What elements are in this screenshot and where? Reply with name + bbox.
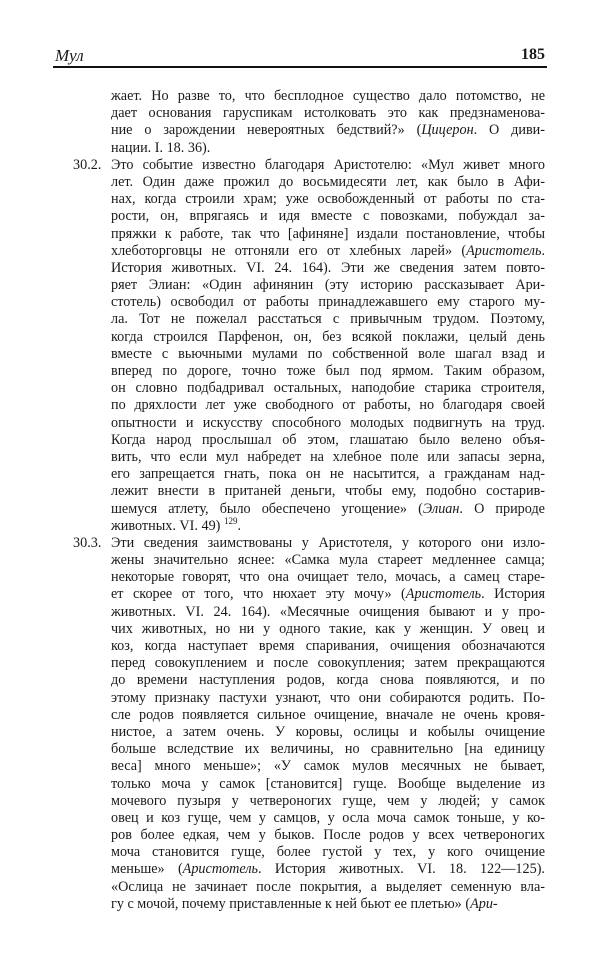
paragraph: [73, 156, 545, 535]
text-segment: жает. Но разве то, что бесплодное существо дало потомство, не: [111, 88, 545, 104]
text-segment: только моча у самок [становится] гуще. Вообще выделение из: [111, 775, 545, 792]
text-line: [111, 105, 545, 122]
text-line: [111, 793, 545, 810]
text-line: [111, 655, 545, 672]
text-segment: по дряхлости лет уже свободного от работы, но благодаря своей: [111, 397, 545, 414]
text-segment: лет. Один даже прожил до восьмидесяти лет, как было в Афи-: [111, 173, 545, 190]
text-segment: животных. VI. 49): [111, 517, 224, 534]
text-line: [73, 534, 545, 552]
text-line: [111, 329, 545, 346]
text-segment: вить, что если мул набредет на хлебное поле или запасы зерна,: [111, 448, 545, 465]
text-segment: хлеботорговцы не отгоняли его от хлебных ларей» (: [111, 242, 467, 259]
text-segment: История животных. VI. 24. 164). Эти же сведения затем повто-: [111, 259, 545, 276]
italic-citation: Аристотель: [182, 861, 258, 878]
text-segment: меньше» (: [111, 861, 183, 878]
italic-citation: Элиан: [422, 500, 460, 517]
text-line: [111, 88, 545, 105]
text-segment: . История: [481, 586, 545, 603]
text-segment: Это событие известно благодаря Аристотелю: «Мул живет много: [111, 156, 545, 173]
text-line: [111, 311, 545, 328]
text-segment: .: [541, 242, 545, 259]
paragraph: [73, 534, 545, 913]
text-segment: нах, когда строили храм; уже освобожденный от работы по ста-: [111, 191, 545, 208]
text-line: [111, 879, 545, 896]
text-segment: моча становится гуще, более густой у тех, у кого очищение: [111, 844, 545, 861]
page-number: 185: [521, 46, 545, 63]
text-line: [111, 690, 545, 707]
text-segment: веса] много меньше»; «У самок мулов месячных не бывает,: [111, 758, 545, 775]
text-segment: чих животных, но ни у одного такие, как у женщин. У овец и: [111, 620, 545, 637]
text-line: [111, 569, 545, 586]
italic-citation: Цицерон: [421, 122, 474, 139]
text-segment: сле родов появляется сильное очищение, вначале не очень кровя-: [111, 706, 545, 723]
text-line: [111, 294, 545, 311]
text-line: [111, 243, 545, 260]
text-segment: лежит внести в пританей деньги, чтобы ему, подобно состарив-: [111, 483, 545, 500]
text-line: [111, 515, 545, 535]
text-line: [111, 586, 545, 603]
text-line: [111, 741, 545, 758]
paragraph: [111, 88, 545, 157]
text-segment: гу с мочой, почему приставленные к ней бьют ее плетью» (: [111, 895, 471, 912]
text-line: [111, 174, 545, 191]
text-segment: .: [237, 517, 241, 534]
text-segment: рости, он, впрягаясь и идя вместе с повозками, побуждал за-: [111, 208, 545, 225]
text-segment: «Ослица не зачинает после покрытия, а выделяет семенную вла-: [111, 878, 545, 895]
text-segment: ет скорее от того, что нюхает эту мочу» (: [111, 586, 406, 603]
text-segment: дает основания гаруспикам истолковать это как предзнаменова-: [111, 105, 545, 122]
text-segment: больше вследствие их величины, но сравнительно [на единицу: [111, 741, 545, 758]
text-segment: жены значительно яснее: «Самка мула стареет медленнее самца;: [111, 552, 545, 569]
text-segment: вперед по дороге, точно тоже был под ярмом. Таким образом,: [111, 363, 545, 379]
text-line: [111, 621, 545, 638]
text-line: [111, 552, 545, 569]
text-segment: животных. VI. 24. 164). «Месячные очищения бывают и у про-: [111, 603, 545, 620]
text-line: [111, 397, 545, 414]
footnote-ref: 129: [223, 515, 238, 526]
text-segment: когда строился Парфенон, он, без всякой поклажи, целый день: [111, 328, 545, 345]
text-segment: Эти сведения заимствованы у Аристотеля, у которого они изло-: [111, 534, 545, 551]
text-line: [111, 277, 545, 294]
text-line: [73, 156, 545, 174]
section-number: 30.2.: [73, 156, 102, 173]
text-segment: коз, когда наступает время спаривания, очищения обозначаются: [111, 638, 545, 654]
text-segment: до времени наступления родов, когда снова появляются, и по: [111, 672, 545, 689]
text-line: [111, 226, 545, 243]
text-segment: некоторые говорят, что она очищает тело, мочась, а самец старе-: [111, 569, 545, 586]
text-segment: ние о зарождении невероятных бедствий?» (: [111, 122, 422, 139]
text-line: [111, 466, 545, 483]
text-line: [111, 432, 545, 449]
text-segment: вместе с вьючными мулами по собственной воле шагал взад и: [111, 345, 545, 362]
text-segment: пряжки к работе, так что [афиняне] издали постановление, чтобы: [111, 225, 545, 242]
text-segment: опытности и искусству способного молодых подвигнуть на труд.: [111, 414, 545, 431]
header-rule: [53, 66, 547, 68]
text-segment: . История животных. VI. 18. 122—125).: [258, 861, 545, 878]
text-line: [111, 724, 545, 741]
text-line: [111, 415, 545, 432]
text-line: [111, 346, 545, 363]
text-line: [111, 827, 545, 844]
section-number: 30.3.: [73, 534, 102, 551]
text-line: [111, 501, 545, 518]
text-line: [111, 208, 545, 225]
text-segment: его запрещается гнать, пока он не насытится, а гражданам над-: [111, 466, 545, 483]
italic-citation: Ари-: [470, 895, 498, 912]
text-segment: шемуся атлету, было обеспечено угощение» (: [111, 500, 423, 517]
text-line: [111, 707, 545, 724]
page-body: [73, 88, 545, 913]
text-segment: . О диви-: [473, 122, 545, 139]
text-line: [111, 604, 545, 621]
text-segment: ров более едкая, чем у быков. После родов у всех четвероногих: [111, 827, 545, 844]
text-line: [111, 260, 545, 277]
italic-citation: Аристотель: [405, 586, 482, 603]
text-line: [111, 483, 545, 500]
text-line: [111, 810, 545, 827]
text-line: [111, 672, 545, 689]
text-line: [111, 449, 545, 466]
text-segment: мочевого пузыря у четвероногих гуще, чем у людей; у самок: [111, 792, 545, 809]
text-segment: перед совокуплением и после совокупления; затем прекращаются: [111, 655, 545, 672]
running-title: Мул: [55, 46, 84, 65]
text-segment: нации. I. 18. 36).: [111, 139, 211, 156]
text-line: [111, 122, 545, 139]
text-segment: нистое, а затем очень. У коровы, ослицы и кобылы очищение: [111, 723, 545, 740]
text-line: [111, 191, 545, 208]
text-line: [111, 638, 545, 655]
text-line: [111, 861, 545, 878]
text-line: [111, 758, 545, 775]
text-line: [111, 776, 545, 793]
italic-citation: Аристотель: [466, 242, 542, 259]
text-segment: ряет Элиан: «Один афинянин (эту историю рассказывает Ари-: [111, 277, 545, 294]
text-segment: овец и коз гуще, чем у самцов, у осла моча самок тоньше, у ко-: [111, 809, 545, 826]
text-segment: этому признаку пастухи узнают, что они собираются родить. По-: [111, 689, 545, 706]
text-segment: стотель) освободил от работы принадлежавшего ему старого му-: [111, 294, 545, 311]
text-line: [111, 896, 545, 913]
text-segment: . О природе: [459, 500, 545, 517]
text-segment: ла. Тот не пожелал расстаться с привычным трудом. Поэтому,: [111, 311, 545, 328]
text-line: [111, 380, 545, 397]
text-line: [111, 363, 545, 380]
text-line: [111, 844, 545, 861]
text-segment: он словно подбадривал остальных, наподобие старика строителя,: [111, 380, 545, 397]
text-segment: Когда народ прослышал об этом, глашатаю было велено объя-: [111, 431, 545, 448]
text-line: [111, 140, 545, 157]
